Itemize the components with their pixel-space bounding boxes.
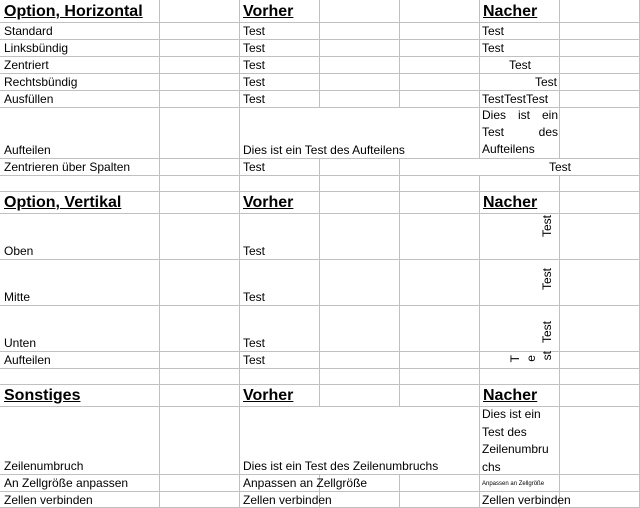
cell-after: Test	[508, 58, 531, 72]
cell-before: Test	[243, 92, 266, 106]
section-title-vertical: Option, Vertikal	[4, 194, 122, 211]
text-line: Test des	[482, 125, 558, 139]
header-before: Vorher	[243, 387, 294, 404]
row-label: Zentrieren über Spalten	[4, 160, 131, 174]
cell-before: Test	[243, 58, 266, 72]
section-title-misc: Sonstiges	[4, 387, 81, 404]
row-label: Standard	[4, 24, 53, 38]
row-label: Ausfüllen	[4, 92, 54, 106]
cell-after: Test	[548, 160, 571, 174]
cell-before: Test	[243, 336, 266, 350]
cell-before: Zellen verbinden	[243, 493, 332, 507]
cell-after: Zellen verbinden	[482, 493, 571, 507]
cell-before: Test	[243, 24, 266, 38]
cell-before: Test	[243, 41, 266, 55]
row-label: Oben	[4, 244, 34, 258]
cell-before: Test	[243, 290, 266, 304]
cell-after-rotated: Test	[540, 268, 554, 291]
cell-after-rotated: e	[524, 355, 538, 362]
row-label: Aufteilen	[4, 353, 51, 367]
text-line: Dies ist ein	[482, 407, 541, 421]
cell-after-shrunk: Anpassen an Zellgröße	[482, 481, 545, 487]
row-label: Mitte	[4, 290, 31, 304]
cell-after-rotated: Test	[540, 215, 554, 238]
cell-after-rotated: T	[508, 355, 522, 363]
text-line: Aufteilens	[482, 142, 535, 156]
header-after: Nacher	[483, 194, 538, 211]
row-label: Linksbündig	[4, 41, 69, 55]
cell-after-wrapped	[482, 406, 549, 476]
cell-before: Test	[243, 75, 266, 89]
header-before: Vorher	[243, 194, 294, 211]
header-after: Nacher	[483, 3, 538, 20]
row-label: Zellen verbinden	[4, 493, 93, 507]
cell-after: Test	[482, 41, 505, 55]
cell-before: Test	[243, 160, 266, 174]
cell-after-rotated: Test	[540, 321, 554, 344]
text-line: Test des	[482, 424, 527, 439]
text-line: Dies ist ein	[482, 108, 558, 122]
row-label: Zentriert	[4, 58, 49, 72]
cell-before: Test	[243, 353, 266, 367]
row-label: Unten	[4, 336, 37, 350]
section-title-horizontal: Option, Horizontal	[4, 3, 143, 20]
cell-after-rotated: st	[540, 351, 554, 361]
cell-after: Test	[534, 75, 557, 89]
cell-before: Dies ist ein Test des Aufteilens	[243, 143, 405, 157]
cell-before: Anpassen an Zellgröße	[243, 476, 368, 490]
row-label: Aufteilen	[4, 143, 51, 157]
header-after: Nacher	[483, 387, 538, 404]
text-line: chs	[482, 459, 501, 474]
cell-after-justified	[482, 107, 558, 158]
row-label: Rechtsbündig	[4, 75, 78, 89]
cell-after: Test	[482, 24, 505, 38]
cell-before: Dies ist ein Test des Zeilenumbruchs	[243, 459, 439, 473]
cell-after: TestTestTest	[482, 92, 549, 106]
text-line: Zeilenumbru	[482, 442, 549, 456]
cell-before: Test	[243, 244, 266, 258]
header-before: Vorher	[243, 3, 294, 20]
row-label: Zeilenumbruch	[4, 459, 84, 473]
row-label: An Zellgröße anpassen	[4, 476, 129, 490]
